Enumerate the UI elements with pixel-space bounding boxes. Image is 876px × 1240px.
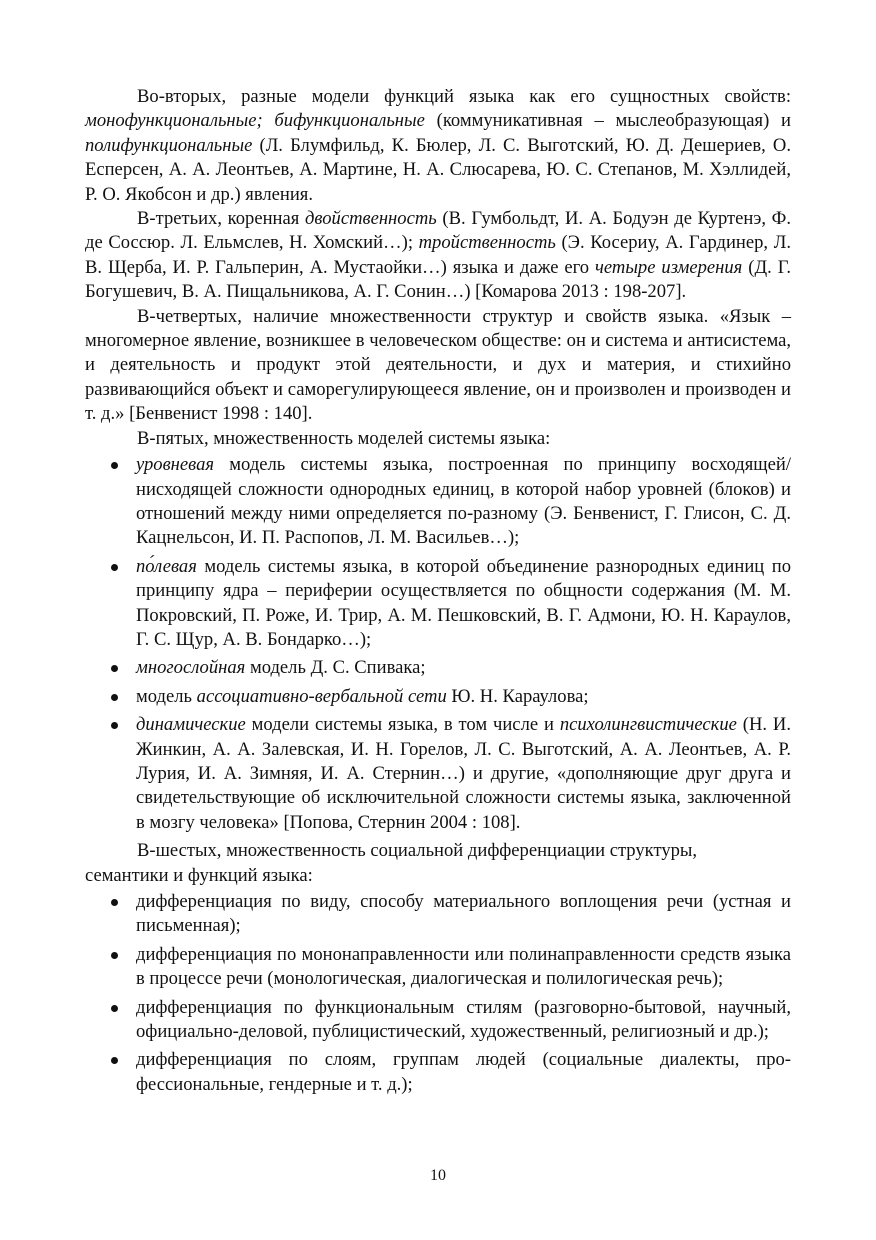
paragraph-fifth-point: В-пятых, множественность моделей системы языка: bbox=[137, 427, 551, 449]
text-run: (В. Гумбольдт, И. А. Бодуэн де Куртенэ, Ф. де Соссюр. Л. Ельмслев, Н. Хомский…); bbox=[85, 208, 791, 254]
list-item bbox=[85, 656, 791, 680]
list-item bbox=[85, 996, 791, 1045]
text-run: модель Д. С. Спивака; bbox=[245, 657, 426, 679]
paragraph-sixth-point: В-шестых, множественность социальной дифференциации структуры, bbox=[137, 840, 698, 862]
emphasis: многослойная bbox=[136, 657, 246, 679]
bullet-icon bbox=[111, 722, 118, 729]
paragraph-fourth-point: В-четвертых, наличие множественности структур и свойств языка. «Язык – многомерное явление, возникшее в человеческом обществе: он и система и антисистема, и деятельность и продукт этой деятельности, и дух и материя, и стихийно развивающийся объект и саморегулирующееся явление, он и произволен и производен и т. д.» [Бенвенист 1998 : 140]. bbox=[85, 305, 791, 425]
text-run: (Д. Г. Богушевич, В. А. Пищальникова, А. Г. Сонин…) [Комарова 2013 : 198-207]. bbox=[85, 256, 791, 303]
emphasis: тройственность bbox=[418, 232, 556, 254]
text-run: модель bbox=[136, 685, 197, 707]
text-run: модель системы языка, построенная по принципу восходящей/нисходящей сложности однородных единиц, в которой набор уровней (блоков) и отношений между ними определяется по-разному (Э. Бенвенист, Г. Глисон, С. Д. Кацнельсон, И. П. Распопов, Л. М. Васильев…); bbox=[136, 454, 791, 549]
bullet-icon bbox=[111, 665, 118, 672]
text-run: модель системы языка, в которой объединение разнородных единиц по принципу ядра – периферии осуществляется по общности содержания (М. М. Покровский, П. Роже, И. Трир, А. М. Пешковский, В. Г. Адмони, Ю. Н. Караулов, Г. С. Щур, А. В. Бондарко…); bbox=[136, 555, 791, 650]
bullet-icon bbox=[111, 1005, 118, 1012]
list-item bbox=[85, 555, 791, 653]
list-item bbox=[85, 453, 791, 551]
emphasis: динамические bbox=[136, 714, 246, 736]
bullet-icon bbox=[111, 694, 118, 701]
emphasis: двойственность bbox=[305, 208, 437, 230]
text-run: В-третьих, коренная bbox=[137, 208, 305, 230]
emphasis: монофункциональные; бифункциональные bbox=[85, 110, 425, 132]
text-run: (коммуникативная – мыслеобразующая) и bbox=[424, 110, 791, 132]
list-item bbox=[85, 713, 791, 835]
paragraph-third-point bbox=[85, 207, 791, 305]
list-item bbox=[85, 943, 791, 992]
text-run: дифференциация по слоям, группам людей (социальные диалекты, профессиональные, гендерные и т. д.); bbox=[136, 1049, 791, 1095]
language-models-list bbox=[85, 453, 791, 835]
differentiation-list bbox=[85, 890, 791, 1097]
text-run: (Л. Блумфильд, К. Бюлер, Л. С. Выготский, Ю. Д. Дешериев, О. Есперсен, А. А. Леонтьев, А. Мартине, Н. А. Слюсарева, Ю. С. Степанов, М. Хэллидей, Р. О. Якобсон и др.) явления. bbox=[85, 134, 791, 205]
emphasis: уровневая bbox=[136, 454, 215, 476]
list-item bbox=[85, 1048, 791, 1097]
text-run: Ю. Н. Караулова; bbox=[446, 685, 589, 707]
text-run: (Н. И. Жинкин, А. А. Залевская, И. Н. Горелов, Л. С. Выготский, А. А. Леонтьев, А. Р. Лурия, И. А. Зимняя, И. А. Стернин…) и другие, «дополняющие друг друга и свидетельствующие об исключительной сложности системы языка, заключенной в мозгу человека» [Попова, Стернин 2004 : 108]. bbox=[136, 714, 791, 833]
text-run: (Э. Косериу, А. Гардинер, Л. В. Щерба, И. Р. Гальперин, А. Мустаойки…) языка и даже его bbox=[85, 232, 791, 278]
bullet-icon bbox=[111, 462, 118, 469]
bullet-icon bbox=[111, 899, 118, 906]
list-item bbox=[85, 890, 791, 939]
bullet-icon bbox=[111, 952, 118, 959]
emphasis: по́левая bbox=[136, 555, 197, 577]
list-item bbox=[85, 685, 791, 709]
bullet-icon bbox=[111, 564, 118, 571]
text-run: дифференциация по виду, способу материального воплощения речи (устная и письменная); bbox=[136, 891, 791, 937]
text-run: дифференциация по мононаправленности или полинаправленности средств языка в процессе речи (монологическая, диалогическая и полилогическая речь); bbox=[136, 943, 791, 990]
emphasis: полифункциональные bbox=[85, 134, 253, 156]
emphasis: ассоциативно-вербальной сети bbox=[196, 685, 447, 707]
text-run: дифференциация по функциональным стилям (разговорно-бытовой, научный, официально-деловой, публицистический, художественный, религиозный и др.); bbox=[136, 996, 791, 1043]
body-text bbox=[85, 85, 791, 1101]
text-run: Во-вторых, разные модели функций языка как его сущностных свойств: bbox=[137, 86, 791, 107]
text-run: модели системы языка, в том числе и bbox=[245, 714, 560, 736]
paragraph-sixth-point-continued: семантики и функций языка: bbox=[85, 864, 313, 886]
emphasis: психолингвистические bbox=[559, 714, 737, 736]
page-number: 10 bbox=[430, 1167, 446, 1184]
emphasis: четыре измерения bbox=[595, 256, 743, 278]
bullet-icon bbox=[111, 1057, 118, 1064]
paragraph-second-point bbox=[85, 85, 791, 207]
